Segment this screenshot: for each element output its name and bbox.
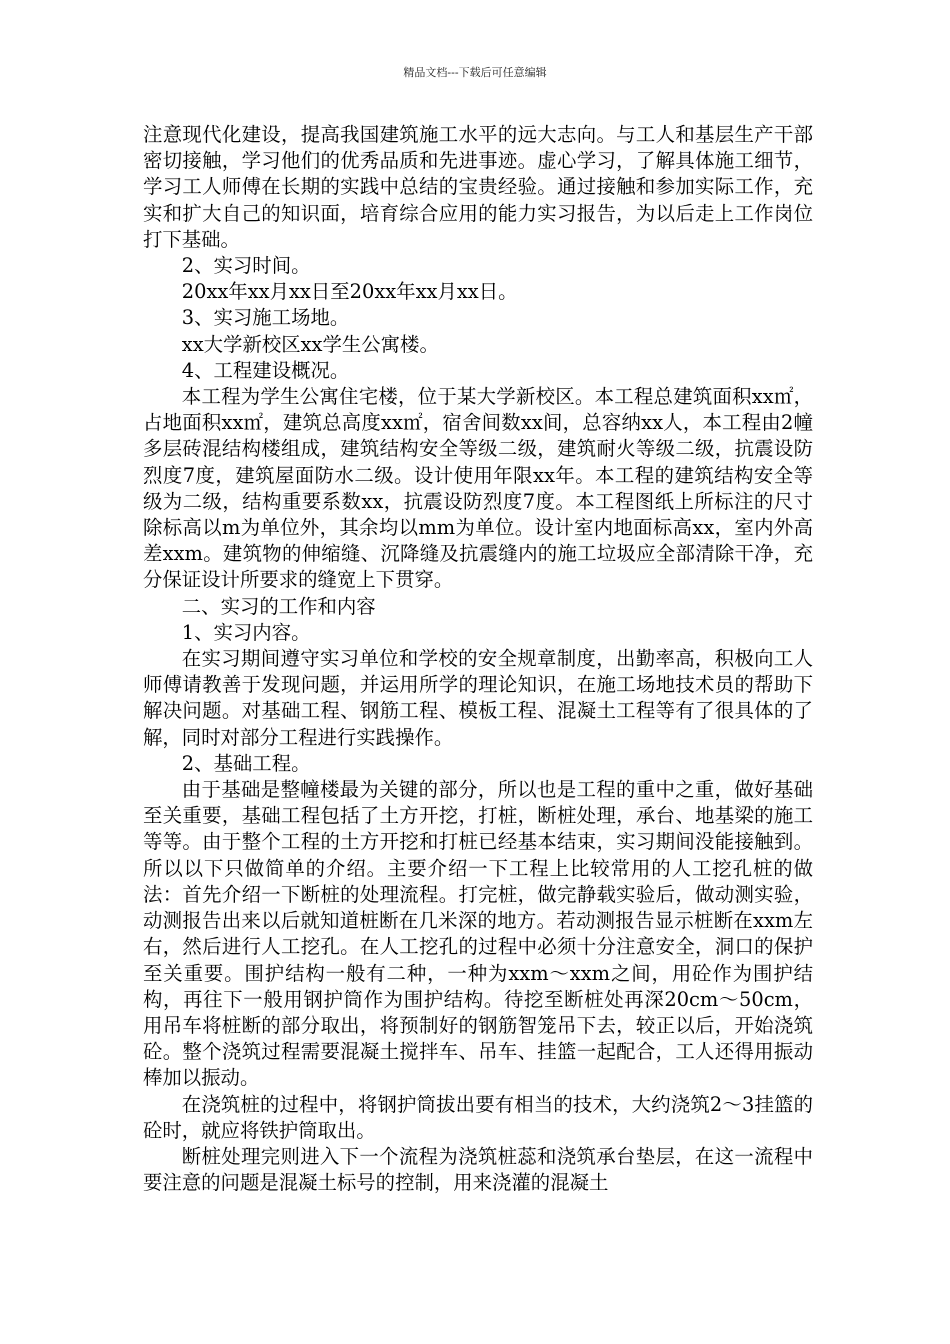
section-heading: 4、工程建设概况。 xyxy=(181,358,350,382)
section-heading: 1、实习内容。 xyxy=(181,620,311,644)
paragraph: 由于基础是整幢楼最为关键的部分，所以也是工程的重中之重，做好基础至关重要，基础工程包括了土方开挖，打桩，断桩处理，承台、地基梁的施工等等。由于整个工程的土方开挖和打桩已经基本结束，实习期间没能接触到。所以以下只做简单的介绍。主要介绍一下工程上比较常用的人工挖孔桩的做法：首先介绍一下断桩的处理流程。打完桩，做完静载实验后，做动测实验，动测报告出来以后就知道桩断在几米深的地方。若动测报告显示桩断在xxm左右，然后进行人工挖孔。在人工挖孔的过程中必须十分注意安全，洞口的保护至关重要。围护结构一般有二种，一种为xxm～xxm之间，用砼作为围护结构，再往下一般用钢护筒作为围护结构。待挖至断桩处再深20cm～50cm，用吊车将桩断的部分取出，将预制好的钢筋智笼吊下去，较正以后，开始浇筑砼。整个浇筑过程需要混凝土搅拌车、吊车、挂篮一起配合，工人还得用振动棒加以振动。 xyxy=(143,778,813,1090)
section-heading: 2、实习时间。 xyxy=(181,254,311,278)
section-heading: 3、实习施工场地。 xyxy=(181,306,350,330)
paragraph: 在实习期间遵守实习单位和学校的安全规章制度，出勤率高，积极向工人师傅请教善于发现问题，并运用所学的理论知识，在施工场地技术员的帮助下解决问题。对基础工程、钢筋工程、模板工程、混凝土工程等有了很具体的了解，同时对部分工程进行实践操作。 xyxy=(143,647,813,749)
paragraph: 本工程为学生公寓住宅楼，位于某大学新校区。本工程总建筑面积xx㎡，占地面积xx㎡，建筑总高度xx㎡，宿舍间数xx间，总容纳xx人，本工程由2幢多层砖混结构楼组成，建筑结构安全等级二级，建筑耐火等级二级，抗震设防烈度7度，建筑屋面防水二级。设计使用年限xx年。本工程的建筑结构安全等级为二级，结构重要系数xx，抗震设防烈度7度。本工程图纸上所标注的尺寸除标高以m为单位外，其余均以mm为单位。设计室内地面标高xx，室内外高差xxm。建筑物的伸缩缝、沉降缝及抗震缝内的施工垃圾应全部清除干净，充分保证设计所要求的缝宽上下贯穿。 xyxy=(143,385,813,592)
paragraph: 注意现代化建设，提高我国建筑施工水平的远大志向。与工人和基层生产干部密切接触，学习他们的优秀品质和先进事迹。虚心学习，了解具体施工细节，学习工人师傅在长期的实践中总结的宝贵经验。通过接触和参加实际工作，充实和扩大自己的知识面，培育综合应用的能力实习报告，为以后走上工作岗位打下基础。 xyxy=(143,123,813,251)
page-header: 精品文档---下载后可任意编辑 xyxy=(403,66,547,79)
paragraph: 20xx年xx月xx日至20xx年xx月xx日。 xyxy=(181,280,518,304)
paragraph: 在浇筑桩的过程中，将钢护筒拔出要有相当的技术，大约浇筑2～3挂篮的砼时，就应将铁护筒取出。 xyxy=(143,1092,813,1142)
document-body xyxy=(143,122,813,1196)
paragraph: 断桩处理完则进入下一个流程为浇筑桩蕊和浇筑承台垫层，在这一流程中要注意的问题是混凝土标号的控制，用来浇灌的混凝土 xyxy=(143,1144,813,1195)
paragraph: xx大学新校区xx学生公寓楼。 xyxy=(181,332,439,356)
section-heading: 二、实习的工作和内容 xyxy=(181,594,376,618)
section-heading: 2、基础工程。 xyxy=(181,751,311,775)
